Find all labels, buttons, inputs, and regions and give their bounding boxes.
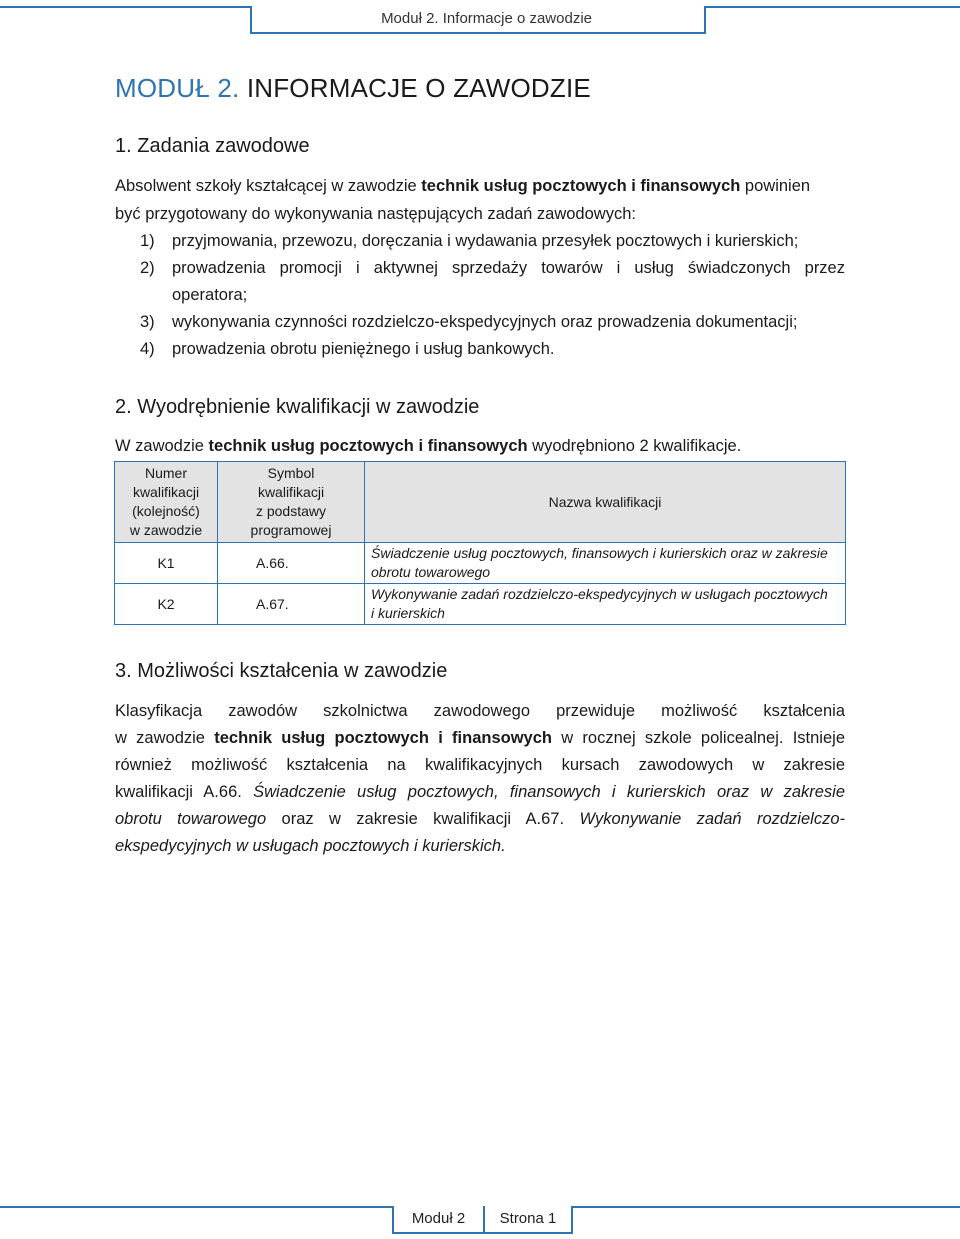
footer-page-tab: Strona 1 — [483, 1206, 573, 1234]
running-title: Moduł 2. Informacje o zawodzie — [381, 10, 592, 27]
name-line: i kurierskich — [371, 605, 445, 621]
qualification-number: K2 — [115, 584, 218, 625]
task-item-text-cont: operatora; — [172, 286, 248, 304]
task-item-num: 3) — [140, 313, 155, 331]
qualification-name: Wykonywanie zadań rozdzielczo- — [579, 810, 845, 828]
text: w rocznej szkole policealnej. Istnieje — [551, 729, 845, 747]
text: w zawodzie — [115, 729, 215, 747]
qualification-name: Świadczenie usług pocztowych, finansowych i kurierskich oraz w zakresie — [253, 783, 846, 801]
section1-intro — [115, 177, 810, 196]
task-item-num: 1) — [140, 232, 155, 250]
task-item-text: prowadzenia obrotu pieniężnego i usług bankowych. — [172, 340, 555, 358]
header-qualification-number — [115, 462, 218, 543]
name-line: obrotu towarowego — [371, 564, 491, 580]
text: kwalifikacji A.66. — [115, 783, 254, 801]
page-title-module: MODUŁ 2. — [115, 73, 240, 103]
header-line: w zawodzie — [129, 522, 203, 538]
header-line: kwalifikacji — [132, 484, 200, 500]
task-item-num: 2) — [140, 259, 155, 277]
header-line: (kolejność) — [132, 503, 200, 519]
header-qualification-symbol — [218, 462, 365, 543]
header-line: programowej — [250, 522, 332, 538]
task-item-num: 4) — [140, 340, 155, 358]
qualification-name — [365, 543, 846, 584]
qualification-symbol: A.67. — [218, 584, 365, 625]
section2-heading: 2. Wyodrębnienie kwalifikacji w zawodzie — [115, 396, 480, 418]
page-title — [115, 73, 591, 104]
section1-heading: 1. Zadania zawodowe — [115, 135, 310, 157]
task-item-text: wykonywania czynności rozdzielczo-ekspedycyjnych oraz prowadzenia dokumentacji; — [172, 313, 798, 331]
header-line: Numer — [144, 465, 187, 481]
section3-line6: ekspedycyjnych w usługach pocztowych i kurierskich. — [115, 837, 506, 855]
section1-intro-line2: być przygotowany do wykonywania następujących zadań zawodowych: — [115, 205, 636, 223]
intro-text: W zawodzie — [115, 437, 209, 455]
header-line: Symbol — [267, 465, 315, 481]
section3-line5 — [115, 810, 845, 829]
table-row — [115, 584, 846, 625]
footer-rule-right — [573, 1206, 960, 1208]
qualifications-table — [114, 461, 846, 625]
intro-text-end: powinien — [740, 177, 811, 195]
section3-line1: Klasyfikacja zawodów szkolnictwa zawodowego przewiduje możliwość kształcenia — [115, 702, 845, 720]
header-rule-right — [706, 6, 960, 8]
name-line: Wykonywanie zadań rozdzielczo-ekspedycyjnych w usługach pocztowych — [371, 586, 828, 602]
intro-text: Absolwent szkoły kształcącej w zawodzie — [115, 177, 422, 195]
table-row — [115, 543, 846, 584]
qualification-symbol: A.66. — [218, 543, 365, 584]
profession-name: technik usług pocztowych i finansowych — [208, 437, 528, 455]
section3-line4 — [115, 783, 845, 802]
qualification-name: obrotu towarowego — [115, 810, 267, 828]
qualification-number: K1 — [115, 543, 218, 584]
task-item-text: prowadzenia promocji i aktywnej sprzedaży towarów i usług świadczonych przez — [172, 259, 845, 277]
task-item-text: przyjmowania, przewozu, doręczania i wydawania przesyłek pocztowych i kurierskich; — [172, 232, 799, 250]
footer-module-tab: Moduł 2 — [392, 1206, 485, 1234]
page-title-text: INFORMACJE O ZAWODZIE — [239, 73, 591, 103]
name-line: Świadczenie usług pocztowych, finansowych i kurierskich oraz w zakresie — [371, 545, 828, 561]
header-line: kwalifikacji — [257, 484, 325, 500]
table-header-row — [115, 462, 846, 543]
header-rule-left — [0, 6, 250, 8]
header-line: z podstawy — [255, 503, 327, 519]
section3-line2 — [115, 729, 845, 748]
section3-heading: 3. Możliwości kształcenia w zawodzie — [115, 660, 448, 682]
profession-name: technik usług pocztowych i finansowych — [421, 177, 741, 195]
section2-intro — [115, 437, 741, 456]
intro-text-end: wyodrębniono 2 kwalifikacje. — [527, 437, 742, 455]
text: oraz w zakresie kwalifikacji A.67. — [266, 810, 580, 828]
header-qualification-name: Nazwa kwalifikacji — [365, 462, 846, 543]
profession-name: technik usług pocztowych i finansowych — [214, 729, 552, 747]
qualification-name — [365, 584, 846, 625]
footer-rule-left — [0, 1206, 392, 1208]
section3-line3: również możliwość kształcenia na kwalifikacyjnych kursach zawodowych w zakresie — [115, 756, 845, 774]
